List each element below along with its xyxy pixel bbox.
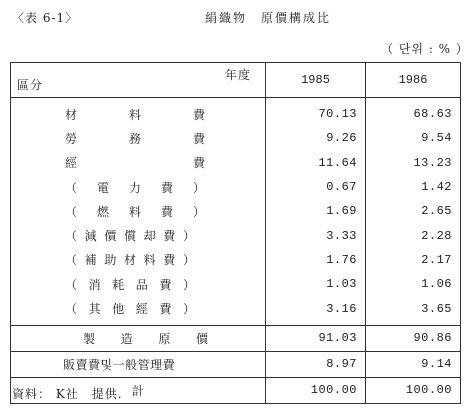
- cost-composition-table: [10, 62, 461, 404]
- label-char: 電: [96, 180, 109, 195]
- row-value-1985: 70.13: [266, 98, 366, 127]
- table-row: [11, 248, 461, 272]
- row-label: [11, 272, 266, 296]
- table-row: [11, 151, 461, 175]
- row-value-1985: 1.76: [266, 248, 366, 272]
- table-row: [11, 296, 461, 325]
- label-char: 費: [159, 302, 172, 317]
- label-char: 務: [128, 131, 141, 146]
- row-value-1985: 0.67: [266, 175, 366, 199]
- label-char: 却: [143, 229, 156, 244]
- label-char: （: [65, 277, 78, 292]
- label-char: 補: [84, 253, 97, 268]
- row-value-1985: 1.03: [266, 272, 366, 296]
- label-char: 品: [135, 277, 148, 292]
- row-value-1985: 3.33: [266, 223, 366, 247]
- admin-cost-row: [11, 351, 461, 377]
- label-char: 費: [192, 131, 205, 146]
- label-char: 費: [160, 204, 173, 219]
- table-row: [11, 272, 461, 296]
- manufacturing-cost-1985: 91.03: [266, 325, 366, 351]
- label-char: 料: [128, 204, 141, 219]
- manufacturing-cost-label: [11, 325, 266, 351]
- row-value-1986: 1.42: [366, 175, 461, 199]
- table-title: 絹織物 原價構成比: [205, 11, 332, 25]
- label-char: 材: [65, 107, 78, 122]
- unit-label: （ 단위 : % ）: [381, 42, 469, 56]
- manufacturing-cost-1986: 90.86: [366, 325, 461, 351]
- label-char: 料: [143, 253, 156, 268]
- label-char: 減: [84, 229, 97, 244]
- total-1986: 100.00: [366, 377, 461, 403]
- row-value-1986: 3.65: [366, 296, 461, 325]
- table-row: [11, 199, 461, 223]
- label-char: （: [65, 253, 78, 268]
- label-char: 費: [160, 180, 173, 195]
- label-char: 材: [123, 253, 136, 268]
- admin-cost-1986: 9.14: [366, 351, 461, 377]
- label-char: ）: [182, 302, 195, 317]
- row-value-1986: 2.17: [366, 248, 461, 272]
- total-label: 計: [11, 377, 266, 403]
- label-char: 費: [163, 229, 176, 244]
- label-char: 經: [65, 156, 78, 171]
- corner-year-label: 年度: [224, 68, 251, 82]
- row-label: [11, 175, 266, 199]
- label-char: ）: [182, 253, 195, 268]
- row-label: [11, 223, 266, 247]
- header-row: [11, 63, 461, 98]
- label-char: 費: [192, 156, 205, 171]
- row-value-1986: 68.63: [366, 98, 461, 127]
- label-char: （: [65, 302, 78, 317]
- row-value-1986: 2.65: [366, 199, 461, 223]
- row-label: [11, 98, 266, 127]
- total-1985: 100.00: [266, 377, 366, 403]
- year-header-1986: 1986: [366, 63, 461, 98]
- admin-cost-1985: 8.97: [266, 351, 366, 377]
- table-number-label: 〈表 6-1〉: [12, 11, 79, 25]
- row-label: [11, 296, 266, 325]
- label-char: ）: [192, 180, 205, 195]
- label-char: （: [65, 204, 78, 219]
- label-char: 造: [120, 331, 133, 346]
- label-char: （: [65, 229, 78, 244]
- label-char: 費: [163, 253, 176, 268]
- source-note: 資料： K社 提供.: [12, 387, 123, 401]
- admin-cost-label: 販賣費및一般管理費: [11, 351, 266, 377]
- corner-classification-label: 區分: [17, 78, 44, 92]
- row-value-1985: 1.69: [266, 199, 366, 223]
- label-char: ）: [182, 277, 195, 292]
- row-label: [11, 151, 266, 175]
- label-char: 燃: [96, 204, 109, 219]
- row-value-1985: 9.26: [266, 126, 366, 150]
- row-label: [11, 199, 266, 223]
- row-value-1986: 9.54: [366, 126, 461, 150]
- label-char: 償: [123, 229, 136, 244]
- label-char: 料: [128, 107, 141, 122]
- row-value-1986: 2.28: [366, 223, 461, 247]
- table-row: [11, 126, 461, 150]
- row-value-1986: 1.06: [366, 272, 461, 296]
- label-char: 價: [195, 331, 208, 346]
- row-label: [11, 126, 266, 150]
- label-char: ）: [192, 204, 205, 219]
- table-row: [11, 175, 461, 199]
- label-char: 其: [88, 302, 101, 317]
- label-char: 製: [83, 331, 96, 346]
- label-char: 費: [192, 107, 205, 122]
- label-char: 費: [159, 277, 172, 292]
- label-char: 消: [88, 277, 101, 292]
- label-char: 助: [104, 253, 117, 268]
- manufacturing-cost-row: [11, 325, 461, 351]
- row-value-1986: 13.23: [366, 151, 461, 175]
- label-char: 耗: [112, 277, 125, 292]
- label-char: 原: [158, 331, 171, 346]
- label-char: ）: [182, 229, 195, 244]
- corner-cell: [11, 63, 266, 98]
- row-value-1985: 3.16: [266, 296, 366, 325]
- year-header-1985: 1985: [266, 63, 366, 98]
- table-row: [11, 98, 461, 127]
- label-char: 經: [135, 302, 148, 317]
- row-value-1985: 11.64: [266, 151, 366, 175]
- table-row: [11, 223, 461, 247]
- row-label: [11, 248, 266, 272]
- label-char: 勞: [65, 131, 78, 146]
- label-char: （: [65, 180, 78, 195]
- label-char: 力: [128, 180, 141, 195]
- label-char: 價: [104, 229, 117, 244]
- label-char: 他: [112, 302, 125, 317]
